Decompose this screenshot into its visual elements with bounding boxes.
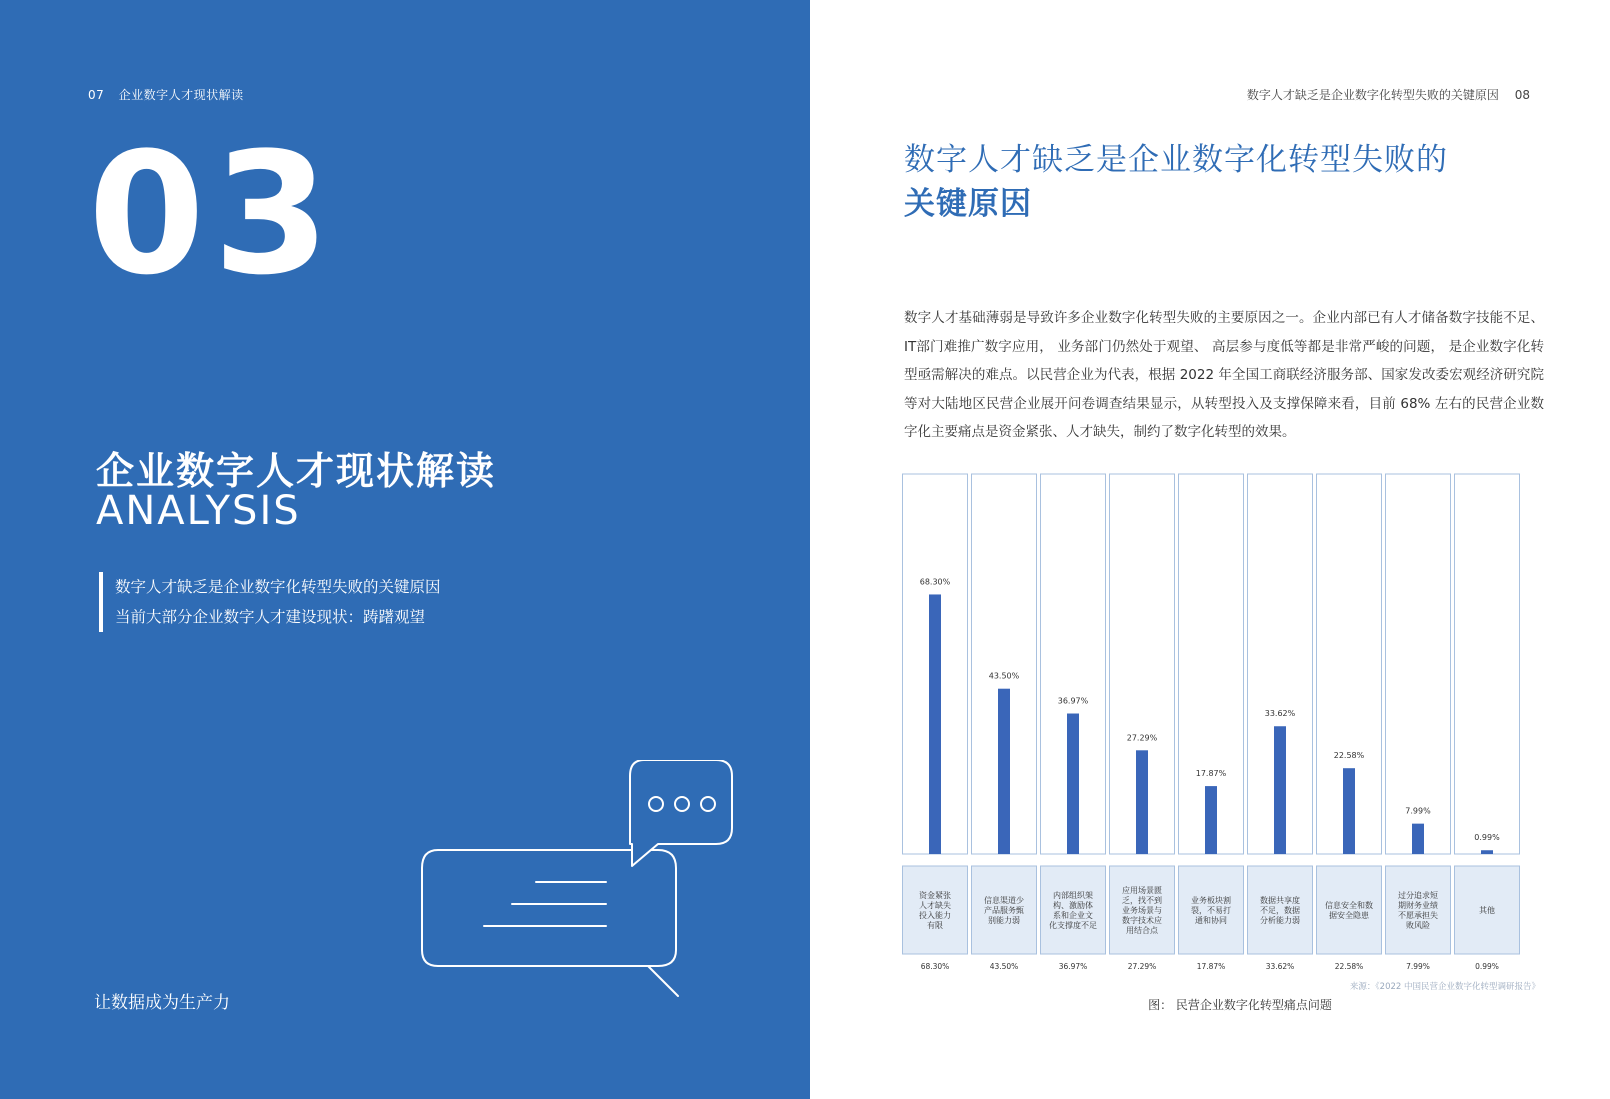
chart-bar (1343, 768, 1355, 854)
chart-category-label-line: 乏，找不到 (1122, 896, 1162, 905)
chart-bottom-value-label: 68.30% (920, 962, 950, 970)
chart-bar (998, 689, 1010, 854)
toc-item: 当前大部分企业数字人才建设现状：踌躇观望 (115, 608, 426, 626)
chart-category-label-line: 用结合点 (1126, 926, 1158, 935)
chart-category-label-line: 投入能力 (919, 911, 951, 920)
toc-item: 数字人才缺乏是企业数字化转型失败的关键原因 (115, 578, 441, 596)
chart-category-cell (1317, 866, 1382, 954)
chart-category-cell (1386, 866, 1451, 954)
chart-category-label-line: 有限 (927, 921, 943, 930)
slogan: 让数据成为生产力 (94, 993, 230, 1013)
chart-category-label-line: 内部组织架 (1053, 891, 1093, 900)
chart-bottom-value-label: 7.99% (1406, 962, 1430, 970)
pain-points-bar-chart (902, 470, 1532, 970)
page-title-line2: 关键原因 (904, 186, 1032, 222)
chart-data-label: 7.99% (1405, 806, 1431, 816)
chart-category-label-line: 构、激励体 (1053, 901, 1093, 910)
chart-category-label (1260, 895, 1300, 925)
chart-category-label-line: 过分追求短 (1398, 891, 1438, 900)
right-page-number: 08 (1514, 88, 1530, 102)
chart-data-label: 17.87% (1195, 769, 1227, 779)
chart-category-label-line: 败风险 (1406, 921, 1430, 930)
chart-category-label-line: 应用场景匮 (1122, 886, 1162, 895)
chart-category-label-line: 据安全隐患 (1329, 911, 1369, 920)
left-header-title: 企业数字人才现状解读 (118, 88, 244, 102)
chart-category-label-line: 数字技术应 (1122, 916, 1162, 925)
chart-category-label-line: 信息渠道少 (984, 896, 1024, 905)
chart-category-label-line: 不足，数据 (1260, 906, 1300, 915)
chart-data-label: 0.99% (1474, 833, 1500, 843)
chart-data-label: 33.62% (1264, 709, 1296, 719)
chart-column-frame (1386, 474, 1451, 854)
chart-bar (1481, 850, 1493, 854)
chart-category-label-line: 业务板块割 (1191, 896, 1231, 905)
chart-category-label-line: 资金紧张 (919, 891, 951, 900)
figure-caption: 图： 民营企业数字化转型痛点问题 (1148, 998, 1332, 1012)
page-title (904, 138, 1448, 226)
chart-category-label-line: 化支撑度不足 (1049, 921, 1097, 930)
chart-category-label-line: 裂，不易打 (1191, 906, 1231, 915)
chart-category-label (984, 895, 1024, 925)
chart-bar (1205, 786, 1217, 854)
chart-bottom-value-label: 33.62% (1265, 962, 1295, 970)
right-page-header (1247, 86, 1530, 103)
left-page-number: 07 (88, 88, 105, 102)
chart-category-label-line: 系和企业文 (1053, 911, 1093, 920)
chart-category-cell (903, 866, 968, 954)
source-note: 来源：《2022 中国民营企业数字化转型调研报告》 (1349, 982, 1540, 992)
chart-bottom-value-label: 22.58% (1334, 962, 1364, 970)
chart-data-label: 27.29% (1126, 733, 1158, 743)
chart-category-label-line: 数据共享度 (1260, 896, 1300, 905)
chart-bar (929, 594, 941, 854)
chart-bottom-value-label: 36.97% (1058, 962, 1088, 970)
chart-data-label: 43.50% (988, 671, 1020, 681)
chart-bar (1067, 714, 1079, 854)
section-number: 03 (88, 116, 338, 312)
chart-data-label: 22.58% (1333, 751, 1365, 761)
left-page-header (88, 86, 244, 103)
chart-category-label-line: 别能力弱 (988, 916, 1020, 925)
chart-bottom-value-label: 0.99% (1475, 962, 1499, 970)
chart-category-label-line: 其他 (1479, 906, 1495, 915)
chart-category-label-line: 不愿承担失 (1398, 911, 1438, 920)
chart-bottom-value-label: 27.29% (1127, 962, 1157, 970)
chart-category-label (1479, 905, 1495, 915)
right-header-title: 数字人才缺乏是企业数字化转型失败的关键原因 (1246, 88, 1499, 102)
right-page (810, 0, 1610, 1099)
chart-category-label (1191, 895, 1231, 925)
chart-bottom-value-label: 43.50% (989, 962, 1019, 970)
chart-category-label-line: 通和协同 (1195, 916, 1227, 925)
chart-category-label-line: 期财务业绩 (1398, 901, 1438, 910)
chart-category-label-line: 信息安全和数 (1325, 901, 1373, 910)
section-title-cn: 企业数字人才现状解读 (96, 449, 497, 493)
section-title-en: ANALYSIS (96, 488, 301, 534)
chart-category-label-line: 分析能力弱 (1260, 916, 1300, 925)
chart-bar (1412, 824, 1424, 854)
chart-bar (1136, 750, 1148, 854)
page-title-line1: 数字人才缺乏是企业数字化转型失败的 (904, 142, 1448, 178)
chart-bottom-value-label: 17.87% (1196, 962, 1226, 970)
chat-bubbles-icon (420, 760, 740, 1000)
body-paragraph: 数字人才基础薄弱是导致许多企业数字化转型失败的主要原因之一。企业内部已有人才储备数字技能不足、IT部门难推广数字应用， 业务部门仍然处于观望、 高层参与度低等都是非常严峻的问题， 是企业数字化转型亟需解决的难点。以民营企业为代表，根据 2022 年全国工商联经济服务部、国家发改委宏观经济研究院等对大陆地区民营企业展开问卷调查结果显示，从转型投入及支撑保障来看，目前 68% 左右的民营企业数字化主要痛点是资金紧张、人才缺失，制约了数字化转型的效果。 (904, 310, 1544, 440)
chart-category-cell (1041, 866, 1106, 954)
chart-category-label-line: 人才缺失 (919, 901, 951, 910)
chart-category-label-line: 业务场景与 (1122, 906, 1162, 915)
chart-bar (1274, 726, 1286, 854)
section-toc (99, 572, 441, 632)
chart-data-label: 36.97% (1057, 696, 1089, 706)
chart-category-label (1122, 885, 1162, 935)
chart-column-frame (1455, 474, 1520, 854)
chart-data-label: 68.30% (919, 577, 951, 587)
chart-category-label-line: 产品服务甄 (984, 906, 1024, 915)
